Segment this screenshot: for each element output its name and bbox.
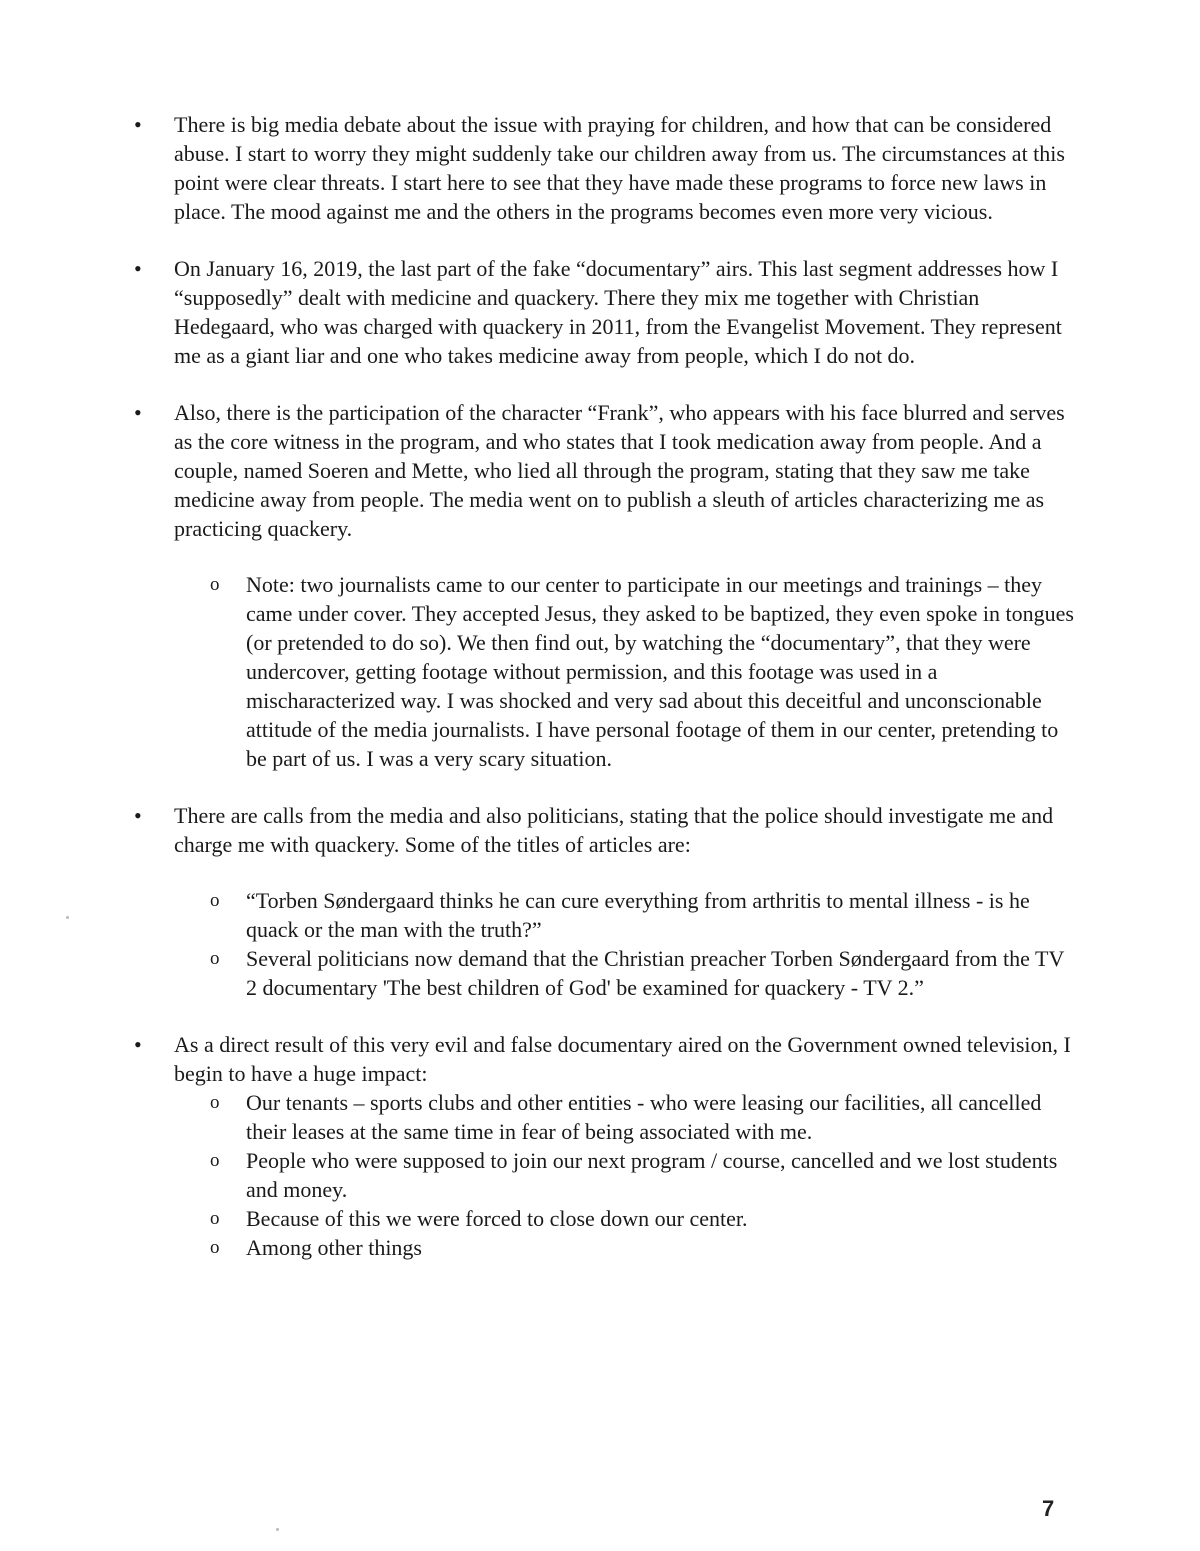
page-number: 7 xyxy=(1042,1496,1055,1521)
bullet-icon: • xyxy=(134,803,142,828)
sub-item-impact xyxy=(210,1204,1074,1233)
sub-item-text: People who were supposed to join our next program / course, cancelled and we lost students and money. xyxy=(246,1148,1058,1202)
sub-bullet-icon: o xyxy=(210,948,220,969)
sub-item-text: Among other things xyxy=(246,1235,422,1260)
bullet-text: There is big media debate about the issue with praying for children, and how that can be considered abuse. I start to worry they might suddenly take our children away from us. The circumstances at this point were clear threats. I start here to see that they have made these programs to force new laws in place. The mood against me and the others in the programs becomes even more very vicious. xyxy=(174,112,1065,224)
bullet-text: On January 16, 2019, the last part of the fake “documentary” airs. This last segment addresses how I “supposedly” dealt with medicine and quackery. There they mix me together with Christian Hedegaard, who was charged with quackery in 2011, from the Evangelist Movement. They represent me as a giant liar and one who takes medicine away from people, which I do not do. xyxy=(174,256,1062,368)
sub-item-article-title xyxy=(210,944,1074,1002)
bullet-icon: • xyxy=(134,256,142,281)
sub-item-text: Our tenants – sports clubs and other entities - who were leasing our facilities, all cancelled their leases at the same time in fear of being associated with me. xyxy=(246,1090,1042,1144)
sub-list-article-titles xyxy=(210,886,1074,1002)
bullet-item-media-debate xyxy=(134,110,1074,226)
sub-item-article-title xyxy=(210,886,1074,944)
scan-speck xyxy=(276,1528,279,1531)
sub-item-impact xyxy=(210,1146,1074,1204)
sub-item-impact xyxy=(210,1233,1074,1262)
document-body xyxy=(134,110,1074,1262)
sub-list-journalists xyxy=(210,570,1074,773)
sub-item-text: “Torben Søndergaard thinks he can cure everything from arthritis to mental illness - is he quack or the man with the truth?” xyxy=(246,888,1030,942)
bullet-text: As a direct result of this very evil and false documentary aired on the Government owned television, I begin to have a huge impact: xyxy=(174,1032,1071,1086)
bullet-text: Also, there is the participation of the character “Frank”, who appears with his face blurred and serves as the core witness in the program, and who states that I took medication away from people. And a couple, named Soeren and Mette, who lied all through the program, stating that they saw me take medicine away from people. The media went on to publish a sleuth of articles characterizing me as practicing quackery. xyxy=(174,400,1065,541)
sub-item-journalists-note xyxy=(210,570,1074,773)
sub-bullet-icon: o xyxy=(210,890,220,911)
sub-item-impact xyxy=(210,1088,1074,1146)
bullet-item-frank-witness xyxy=(134,398,1074,543)
sub-item-text: Because of this we were forced to close down our center. xyxy=(246,1206,748,1231)
bullet-icon: • xyxy=(134,1032,142,1057)
sub-item-text: Several politicians now demand that the Christian preacher Torben Søndergaard from the TV 2 documentary 'The best children of God' be examined for quackery - TV 2.” xyxy=(246,946,1064,1000)
bullet-icon: • xyxy=(134,400,142,425)
bullet-item-huge-impact xyxy=(134,1030,1074,1088)
scan-speck xyxy=(66,916,69,919)
bullet-item-documentary-airs xyxy=(134,254,1074,370)
sub-bullet-icon: o xyxy=(210,1208,220,1229)
sub-bullet-icon: o xyxy=(210,574,220,595)
sub-bullet-icon: o xyxy=(210,1092,220,1113)
sub-item-text: Note: two journalists came to our center to participate in our meetings and trainings – they came under cover. They accepted Jesus, they asked to be baptized, they even spoke in tongues (or pretended to do so). We then find out, by watching the “documentary”, that they were undercover, getting footage without permission, and this footage was used in a mischaracterized way. I was shocked and very sad about this deceitful and unconscionable attitude of the media journalists. I have personal footage of them in our center, pretending to be part of us. I was a very scary situation. xyxy=(246,572,1074,771)
sub-list-impacts xyxy=(210,1088,1074,1262)
sub-bullet-icon: o xyxy=(210,1150,220,1171)
bullet-text: There are calls from the media and also politicians, stating that the police should investigate me and charge me with quackery. Some of the titles of articles are: xyxy=(174,803,1054,857)
sub-bullet-icon: o xyxy=(210,1237,220,1258)
bullet-item-police-calls xyxy=(134,801,1074,859)
bullet-icon: • xyxy=(134,112,142,137)
